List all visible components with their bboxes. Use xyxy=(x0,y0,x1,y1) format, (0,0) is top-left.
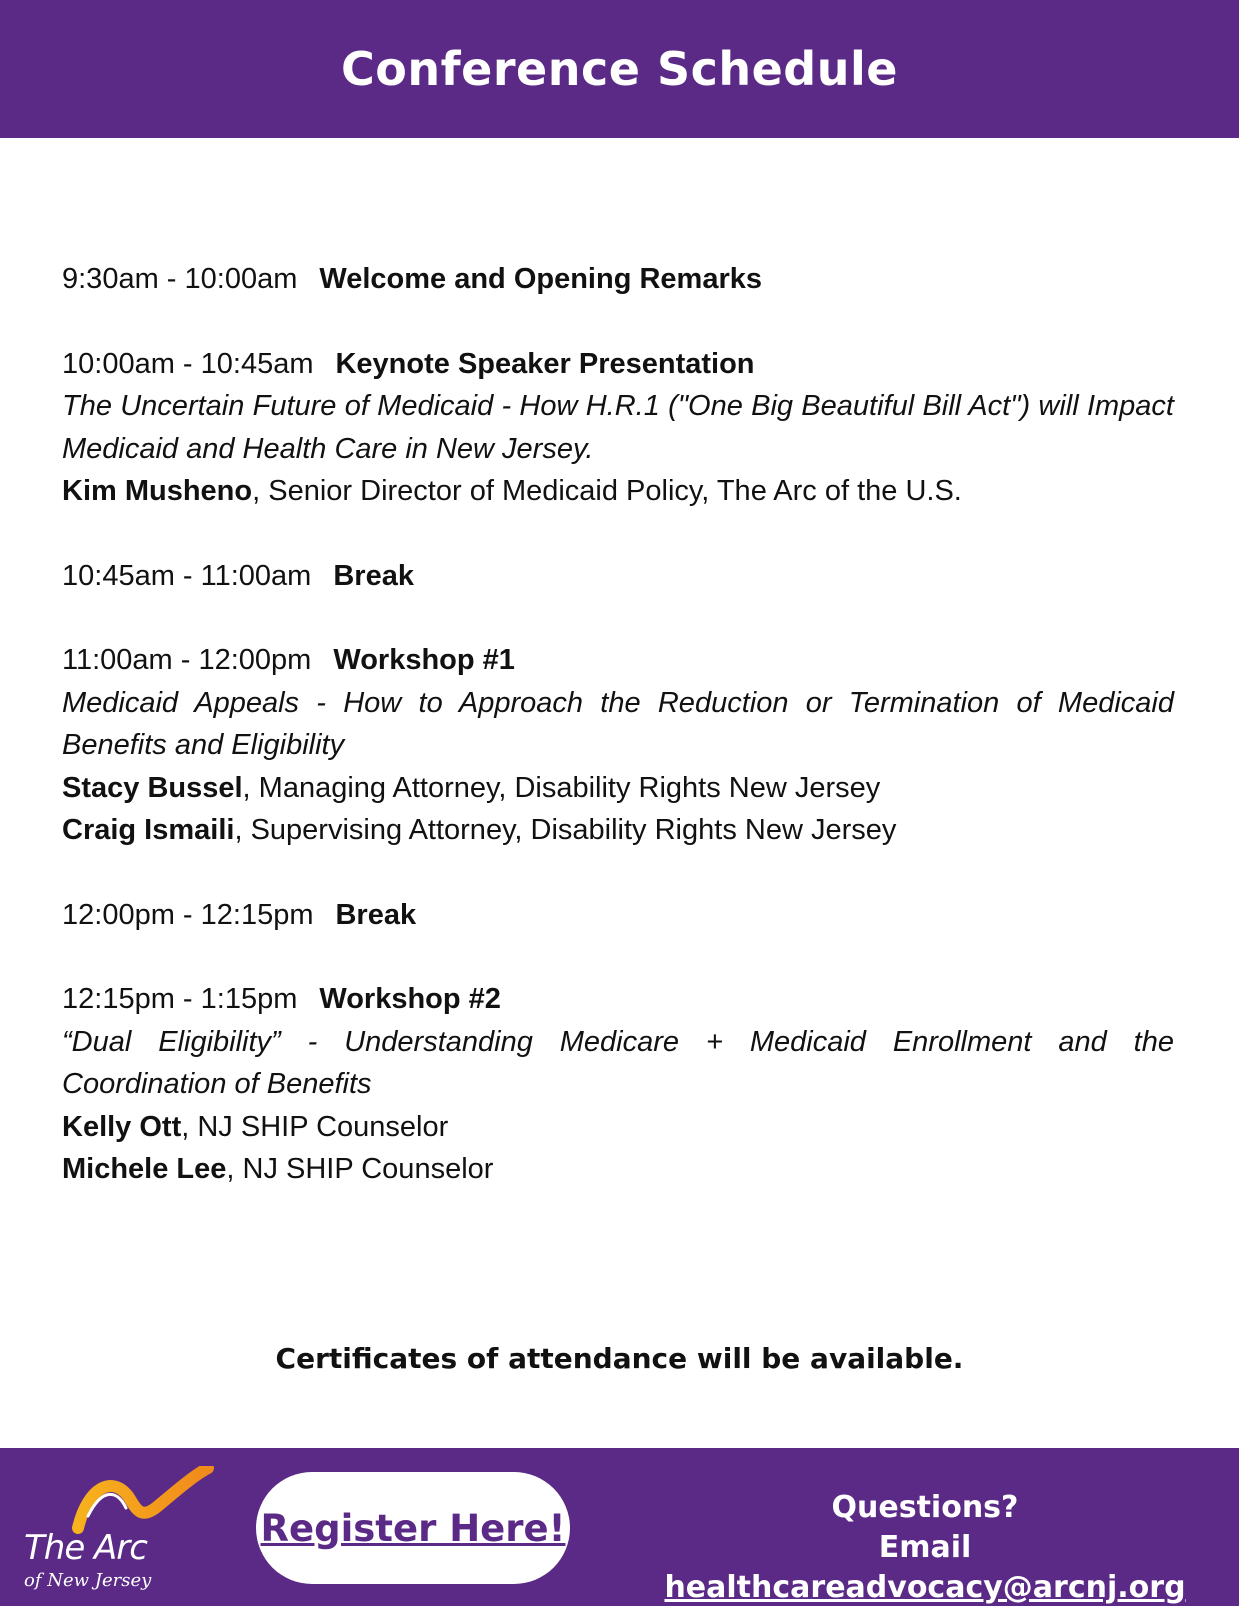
session-block xyxy=(62,978,1174,1191)
speaker-line xyxy=(62,470,1174,513)
session-header xyxy=(62,978,1174,1021)
questions-label: Questions? xyxy=(831,1490,1019,1525)
session-block xyxy=(62,343,1174,513)
session-header xyxy=(62,639,1174,682)
session-header xyxy=(62,258,1174,301)
speaker-role: , Senior Director of Medicaid Policy, The Arc of the U.S. xyxy=(252,475,962,507)
session-time: 12:00pm - 12:15pm xyxy=(62,898,314,931)
session-title: Keynote Speaker Presentation xyxy=(335,347,755,380)
speaker-line xyxy=(62,809,1174,852)
email-line xyxy=(640,1528,1210,1608)
speaker-name: Stacy Bussel xyxy=(62,771,243,804)
session-time: 10:45am - 11:00am xyxy=(62,559,312,592)
session-header xyxy=(62,894,1174,937)
speaker-line xyxy=(62,767,1174,810)
session-title: Break xyxy=(335,898,417,931)
session-description: The Uncertain Future of Medicaid - How H.R.1 ("One Big Beautiful Bill Act") will Impact Medicaid and Health Care in New Jersey. xyxy=(62,390,1174,465)
session-block xyxy=(62,639,1174,852)
speaker-role: , NJ SHIP Counselor xyxy=(226,1153,494,1185)
questions-block xyxy=(640,1488,1210,1608)
session-title: Workshop #2 xyxy=(319,983,501,1015)
certificates-note: Certificates of attendance will be available. xyxy=(275,1342,964,1375)
speaker-line xyxy=(62,1148,1174,1191)
session-title: Break xyxy=(333,559,414,592)
speaker-name: Michele Lee xyxy=(62,1153,227,1185)
session-header xyxy=(62,555,1174,598)
session-time: 10:00am - 10:45am xyxy=(62,347,314,380)
email-link[interactable]: healthcareadvocacy@arcnj.org xyxy=(664,1570,1186,1605)
session-time: 9:30am - 10:00am xyxy=(62,263,298,295)
speaker-line xyxy=(62,1106,1174,1149)
session-time: 11:00am - 12:00pm xyxy=(62,644,312,676)
session-time: 12:15pm - 1:15pm xyxy=(62,983,298,1015)
speaker-name: Kim Musheno xyxy=(62,475,253,507)
footer-banner xyxy=(0,1448,1239,1606)
page-title: Conference Schedule xyxy=(341,42,898,96)
speaker-name: Kelly Ott xyxy=(62,1110,182,1143)
arc-logo xyxy=(18,1466,228,1596)
session-title: Welcome and Opening Remarks xyxy=(319,263,763,295)
speaker-role: , NJ SHIP Counselor xyxy=(181,1110,449,1143)
session-block xyxy=(62,555,1174,598)
header-banner xyxy=(0,0,1239,138)
logo-name: The Arc xyxy=(24,1528,147,1568)
speaker-name: Craig Ismaili xyxy=(62,814,235,846)
session-block xyxy=(62,894,1174,937)
session-block xyxy=(62,258,1174,301)
speaker-role: , Supervising Attorney, Disability Rights New Jersey xyxy=(234,814,897,846)
register-button-label[interactable]: Register Here! xyxy=(260,1506,566,1550)
speaker-role: , Managing Attorney, Disability Rights New Jersey xyxy=(242,771,881,804)
email-prefix: Email xyxy=(878,1530,972,1565)
register-button[interactable] xyxy=(256,1472,570,1584)
session-description: “Dual Eligibility” - Understanding Medicare + Medicaid Enrollment and the Coordination of Benefits xyxy=(62,1025,1174,1100)
schedule-list xyxy=(62,258,1174,1233)
session-header xyxy=(62,343,1174,386)
logo-subtitle: of New Jersey xyxy=(24,1570,152,1591)
session-title: Workshop #1 xyxy=(333,644,515,676)
session-description: Medicaid Appeals - How to Approach the Reduction or Termination of Medicaid Benefits and Eligibility xyxy=(62,686,1174,761)
